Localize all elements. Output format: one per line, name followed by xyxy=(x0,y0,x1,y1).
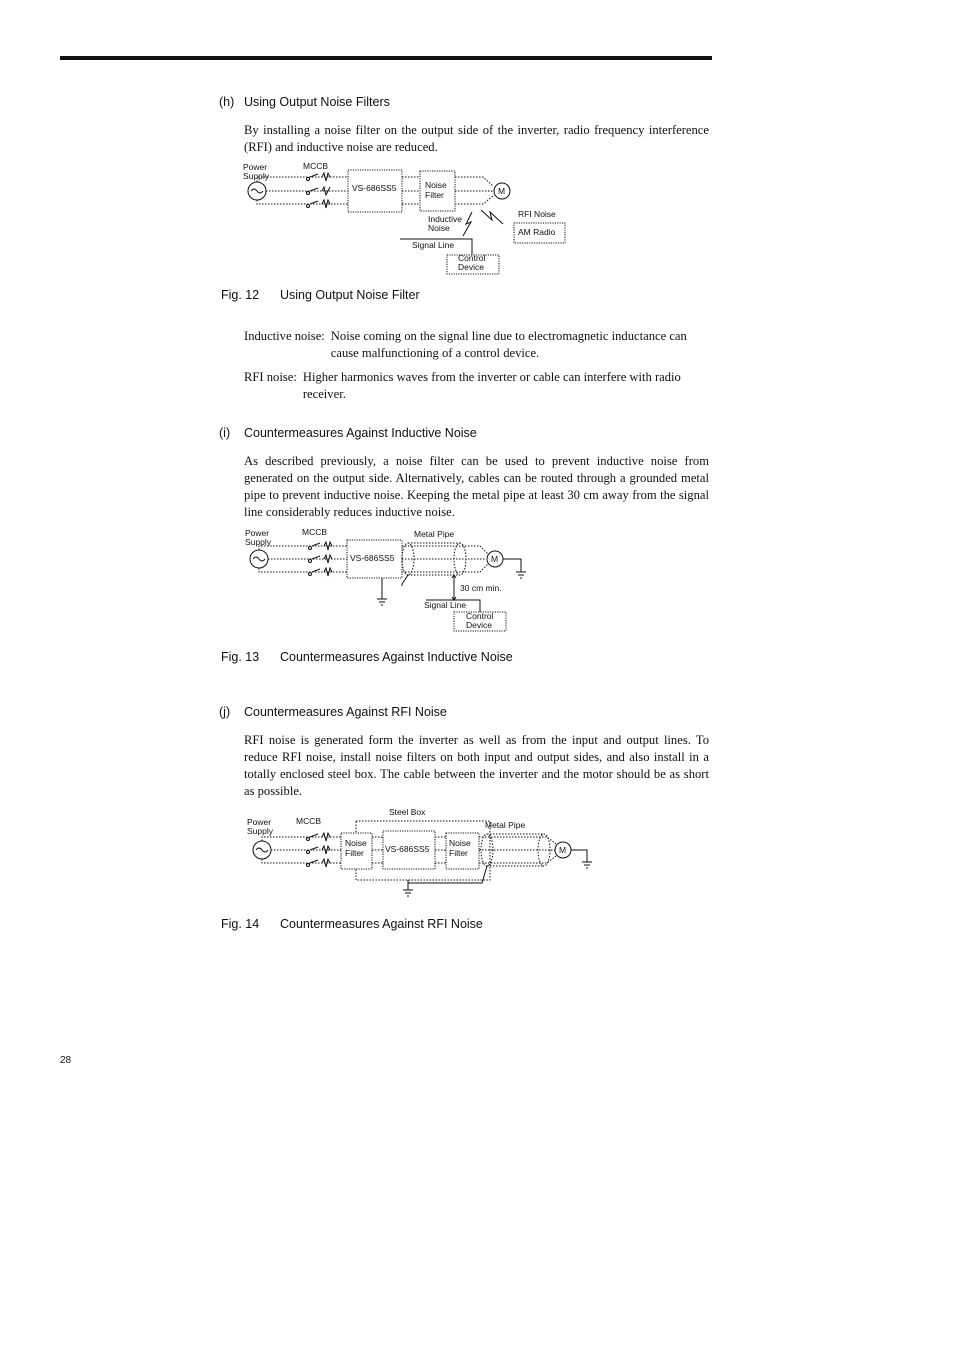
section-i-heading xyxy=(219,426,477,440)
fig12-power-label-2: Supply xyxy=(243,171,269,181)
fig12-diagram xyxy=(238,158,578,280)
fig13-caption-text: Countermeasures Against Inductive Noise xyxy=(280,650,513,664)
header-rule xyxy=(60,56,712,60)
fig12-motor-label: M xyxy=(498,186,506,196)
definition-rfi xyxy=(244,369,709,403)
fig12-rfi-bolt-icon xyxy=(481,210,503,224)
fig14-out-filter-label-1: Noise xyxy=(449,838,471,848)
fig14-inverter-label: VS-686SS5 xyxy=(385,844,430,854)
fig12-caption xyxy=(221,288,420,302)
definition-inductive xyxy=(244,328,709,362)
fig13-power-label-2: Supply xyxy=(245,537,271,547)
fig13-inverter-label: VS-686SS5 xyxy=(350,553,395,563)
fig14-caption xyxy=(221,917,483,931)
section-h-title: Using Output Noise Filters xyxy=(244,95,390,109)
page-number: 28 xyxy=(60,1055,72,1066)
definition-term: Inductive noise: xyxy=(244,329,325,343)
fig14-out-filter-label-2: Filter xyxy=(449,848,468,858)
section-j-label: (j) xyxy=(219,705,231,719)
fig14-mccb-label: MCCB xyxy=(296,816,322,826)
fig12-filter-label-2: Filter xyxy=(425,190,444,200)
fig14-caption-text: Countermeasures Against RFI Noise xyxy=(280,917,483,931)
fig13-motor-ground-icon xyxy=(503,559,526,578)
fig13-metal-pipe-label: Metal Pipe xyxy=(414,529,455,539)
fig12-inverter-label: VS-686SS5 xyxy=(352,183,397,193)
definition-desc: Noise coming on the signal line due to electromagnetic inductance can cause malfunctioning of a control device. xyxy=(330,329,687,360)
section-i-title: Countermeasures Against Inductive Noise xyxy=(244,426,477,440)
fig14-power-label-2: Supply xyxy=(247,826,273,836)
fig12-rfi-label: RFI Noise xyxy=(518,209,556,219)
section-h-paragraph: By installing a noise filter on the output side of the inverter, radio frequency interference (RFI) and inductive noise are reduced. xyxy=(244,123,709,154)
fig14-caption-number: Fig. 14 xyxy=(221,917,260,931)
fig13-control-label-2: Device xyxy=(466,620,492,630)
fig13-distance-label: 30 cm min. xyxy=(460,583,502,593)
fig13-distance-arrow xyxy=(452,575,456,600)
section-i-paragraph: As described previously, a noise filter can be used to prevent inductive noise from generated on the output side. Alternatively, cables can be routed through a grounded metal pipe to prevent inductive noise. Keeping the metal pipe at least 30 cm away from the signal line considerably reduces inductive noise. xyxy=(244,454,709,519)
section-h-label: (h) xyxy=(219,95,235,109)
power-supply-icon xyxy=(253,841,271,859)
power-supply-icon xyxy=(248,182,266,200)
section-j-paragraph: RFI noise is generated form the inverter as well as from the input and output lines. To reduce RFI noise, install noise filters on both input and output sides, and also install in a totally enclosed steel box. The cable between the inverter and the motor should be as short as possible. xyxy=(244,733,709,798)
fig14-box-ground-icon xyxy=(403,880,413,896)
fig13-power-label-1: Power xyxy=(245,528,270,538)
fig12-am-radio-label: AM Radio xyxy=(518,227,556,237)
fig14-power-label-1: Power xyxy=(247,817,272,827)
fig13-inverter-ground-icon xyxy=(377,578,387,605)
fig14-steel-box-label: Steel Box xyxy=(389,807,426,817)
section-j-heading xyxy=(219,705,447,719)
fig12-mccb-label: MCCB xyxy=(303,161,329,171)
fig12-filter-label-1: Noise xyxy=(425,180,447,190)
section-i-label: (i) xyxy=(219,426,231,440)
fig13-caption-number: Fig. 13 xyxy=(221,650,260,664)
fig13-control-label-1: Control xyxy=(466,611,494,621)
section-h-heading xyxy=(219,95,390,109)
power-supply-icon xyxy=(250,550,268,568)
fig14-in-filter-label-2: Filter xyxy=(345,848,364,858)
fig12-control-label-1: Control xyxy=(458,253,486,263)
fig14-diagram xyxy=(244,804,604,900)
fig12-inductive-bolt-icon xyxy=(463,212,472,236)
section-j-title: Countermeasures Against RFI Noise xyxy=(244,705,447,719)
fig13-mccb-label: MCCB xyxy=(302,527,328,537)
fig12-signal-label: Signal Line xyxy=(412,240,455,250)
fig12-caption-number: Fig. 12 xyxy=(221,288,260,302)
definition-term: RFI noise: xyxy=(244,370,297,384)
fig14-in-filter-label-1: Noise xyxy=(345,838,367,848)
definition-list xyxy=(244,328,709,410)
fig13-motor-label: M xyxy=(491,554,499,564)
fig12-inductive-label-1: Inductive xyxy=(428,214,463,224)
fig14-metal-pipe-label: Metal Pipe xyxy=(485,820,526,830)
fig13-signal-label: Signal Line xyxy=(424,600,467,610)
fig14-motor-ground-icon xyxy=(571,850,592,868)
fig13-diagram xyxy=(240,524,540,636)
fig12-control-label-2: Device xyxy=(458,262,484,272)
fig14-motor-label: M xyxy=(559,845,567,855)
fig13-caption xyxy=(221,650,513,664)
fig12-caption-text: Using Output Noise Filter xyxy=(280,288,420,302)
definition-desc: Higher harmonics waves from the inverter or cable can interfere with radio receiver. xyxy=(302,370,681,401)
fig12-inductive-label-2: Noise xyxy=(428,223,450,233)
fig12-power-label-1: Power xyxy=(243,162,268,172)
